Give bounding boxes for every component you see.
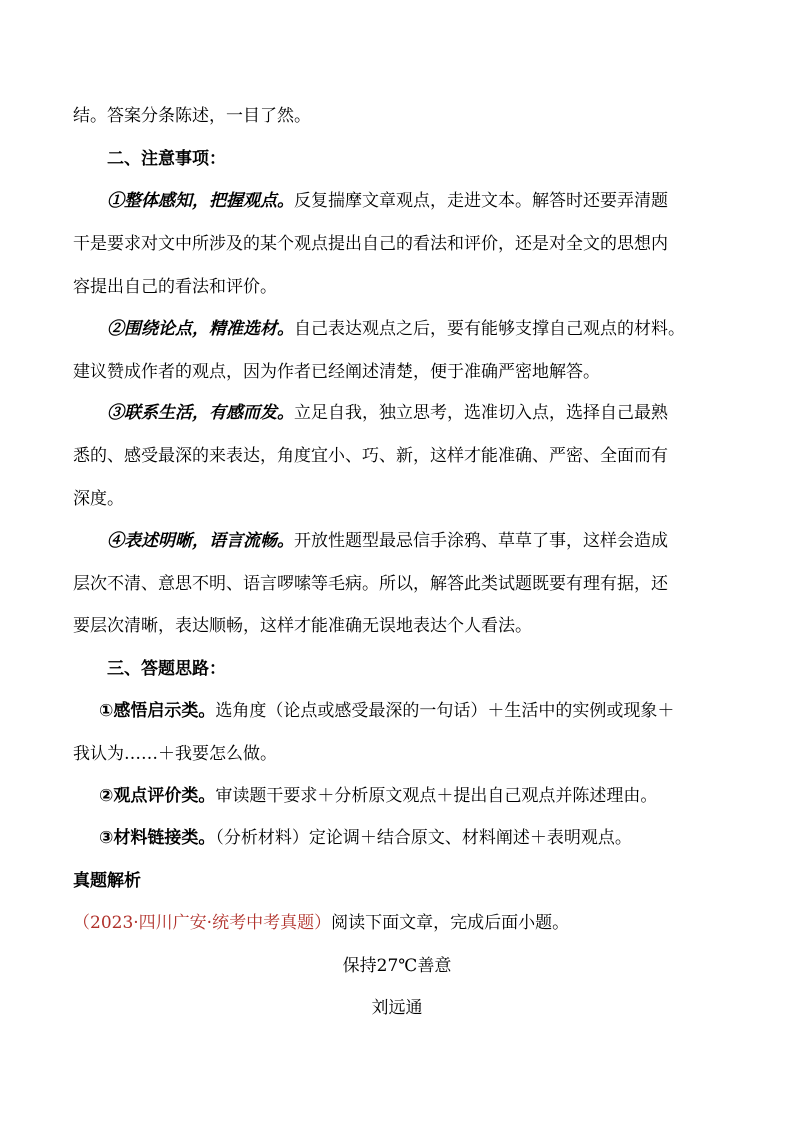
note-item-3-line-3: 深度。 [73,489,124,509]
approach-item-1-text: 选角度（论点或感受最深的一句话）＋生活中的实例或现象＋ [215,701,675,721]
paragraph-continuation [73,106,725,126]
note-item-3-title: ③联系生活，有感而发。 [107,403,294,423]
note-item-4-title: ④表述明晰，语言流畅。 [107,531,294,551]
exam-instruction: 阅读下面文章，完成后面小题。 [331,913,570,933]
approach-item-1-line-2: 我认为……＋我要怎么做。 [73,744,277,764]
note-item-3-line-2: 悉的、感受最深的来表达，角度宜小、巧、新，这样才能准确、严密、全面而有 [73,446,668,466]
article-title: 保持27℃善意 [342,956,452,976]
approach-item-1-line-1 [99,701,725,721]
article-author: 刘远通 [371,998,423,1018]
exam-section-heading: 真题解析 [73,871,141,891]
exam-question-intro [73,913,725,933]
paragraph-text: 结。答案分条陈述，一目了然。 [73,106,311,126]
note-item-4-line-3: 要层次清晰，表达顺畅，这样才能准确无误地表达个人看法。 [73,616,532,636]
approach-item-2 [99,786,725,806]
note-item-1-line-1 [107,191,725,211]
exam-source: （2023·四川广安·统考中考真题） [73,913,332,933]
section-heading-notes: 二、注意事项： [107,149,226,169]
approach-item-3 [99,828,725,848]
note-item-4-line-1 [107,531,725,551]
note-item-1-title: ①整体感知，把握观点。 [107,191,294,211]
approach-item-2-text: 审读题干要求＋分析原文观点＋提出自己观点并陈述理由。 [215,786,658,806]
approach-item-3-title: ③材料链接类。 [99,828,216,848]
note-item-1-line-2: 干是要求对文中所涉及的某个观点提出自己的看法和评价，还是对全文的思想内 [73,234,668,254]
note-item-1-text: 反复揣摩文章观点，走进文本。解答时还要弄清题 [294,191,668,211]
approach-item-3-text: （分析材料）定论调＋结合原文、材料阐述＋表明观点。 [215,828,632,848]
note-item-3-text: 立足自我，独立思考，选准切入点，选择自己最熟 [294,403,668,423]
note-item-4-line-2: 层次不清、意思不明、语言啰嗦等毛病。所以，解答此类试题既要有理有据，还 [73,574,668,594]
note-item-3-line-1 [107,403,725,423]
note-item-4-text: 开放性题型最忌信手涂鸦、草草了事，这样会造成 [294,531,668,551]
note-item-2-line-2: 建议赞成作者的观点，因为作者已经阐述清楚，便于准确严密地解答。 [73,362,600,382]
note-item-2-text: 自己表达观点之后，要有能够支撑自己观点的材料。 [294,319,685,339]
approach-item-2-title: ②观点评价类。 [99,786,216,806]
note-item-2-title: ②围绕论点，精准选材。 [107,319,294,339]
section-heading-approach: 三、答题思路： [107,659,226,679]
note-item-1-line-3: 容提出自己的看法和评价。 [73,277,277,297]
approach-item-1-title: ①感悟启示类。 [99,701,216,721]
note-item-2-line-1 [107,319,725,339]
